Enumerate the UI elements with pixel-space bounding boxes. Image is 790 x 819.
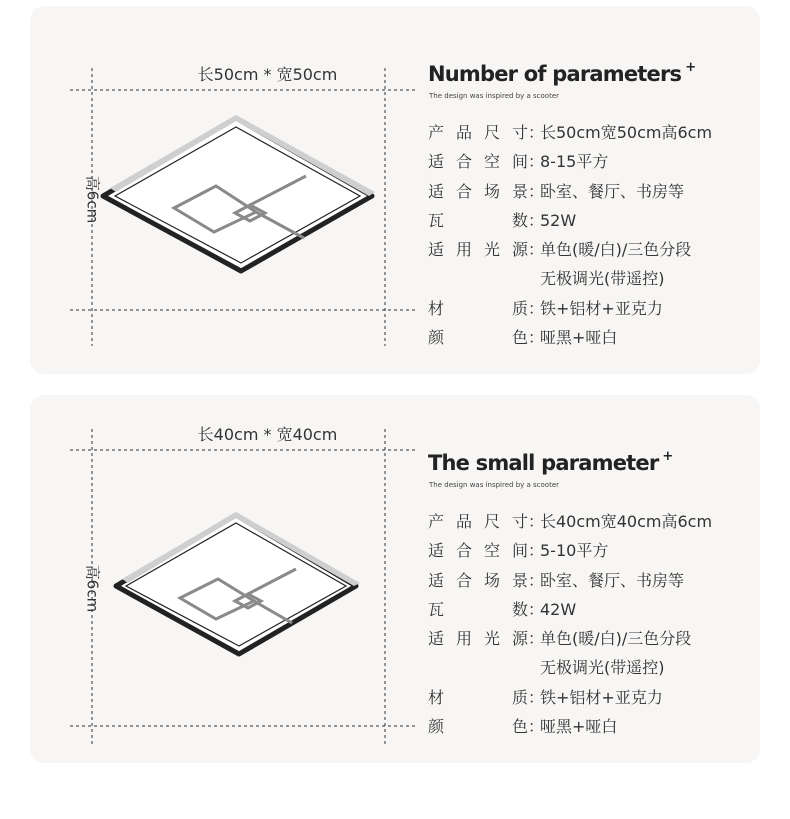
spec-list — [428, 507, 712, 741]
spec-value: 长40cm宽40cm高6cm — [540, 512, 713, 531]
spec-value: 单色(暖/白)/三色分段 — [540, 629, 692, 649]
spec-list — [428, 118, 712, 352]
spec-value: 单色(暖/白)/三色分段 — [540, 240, 692, 260]
spec-row: 颜 色 ： 哑黑+哑白 — [428, 323, 712, 352]
spec-label: 适合空间 — [428, 152, 528, 172]
spec-row: 材 质 ： 铁+铝材+亚克力 — [428, 683, 712, 712]
spec-label: 产品尺寸 — [428, 123, 528, 142]
spec-value: 哑黑+哑白 — [540, 717, 618, 737]
width-dimension-label: 长40cm * 宽40cm — [197, 425, 338, 444]
plus-mark: + — [685, 60, 696, 75]
plus-mark: + — [662, 449, 673, 464]
spec-row: 适合空间 ： 8-15平方 — [428, 147, 712, 176]
spec-row: 适用光源 ： 单色(暖/白)/三色分段 — [428, 235, 712, 264]
spec-label: 适合场景 — [428, 570, 528, 590]
spec-row: 瓦 数 ： 42W — [428, 595, 712, 624]
spec-row: 材 质 ： 铁+铝材+亚克力 — [428, 294, 712, 323]
spec-label: 瓦 数 — [428, 599, 528, 619]
spec-row: 适合场景 ： 卧室、餐厅、书房等 — [428, 177, 712, 206]
spec-label: 颜 色 — [428, 328, 528, 348]
spec-value: 5-10平方 — [540, 541, 609, 561]
spec-label — [428, 653, 528, 682]
spec-value: 42W — [540, 599, 577, 619]
section-title — [428, 451, 672, 475]
spec-row: 适合空间 ： 5-10平方 — [428, 536, 712, 565]
spec-row: 产品尺寸 ： 长40cm宽40cm高6cm — [428, 507, 712, 536]
spec-row: 适合场景 ： 卧室、餐厅、书房等 — [428, 566, 712, 595]
spec-label: 适合空间 — [428, 541, 528, 561]
spec-label: 产品尺寸 — [428, 512, 528, 531]
section-subtitle: The design was inspired by a scooter — [429, 481, 560, 489]
spec-value: 卧室、餐厅、书房等 — [540, 570, 685, 590]
spec-label: 适用光源 — [428, 629, 528, 649]
spec-value: 长50cm宽50cm高6cm — [540, 123, 713, 142]
spec-label: 颜 色 — [428, 717, 528, 737]
section-title — [428, 62, 695, 86]
spec-label: 适用光源 — [428, 240, 528, 260]
spec-row: 颜 色 ： 哑黑+哑白 — [428, 712, 712, 741]
spec-value: 52W — [540, 210, 577, 230]
height-dimension-label: 高6cm — [83, 564, 102, 613]
width-dimension-label: 长50cm * 宽50cm — [197, 65, 338, 84]
spec-value: 无极调光(带遥控) — [540, 269, 665, 289]
spec-label: 适合场景 — [428, 181, 528, 201]
spec-label: 材 质 — [428, 298, 528, 318]
spec-row: 瓦 数 ： 52W — [428, 206, 712, 235]
title-text: The small parameter — [428, 451, 659, 475]
spec-label — [428, 264, 528, 293]
spec-row: 产品尺寸 ： 长50cm宽50cm高6cm — [428, 118, 712, 147]
spec-label: 材 质 — [428, 687, 528, 707]
section-subtitle: The design was inspired by a scooter — [429, 92, 560, 100]
spec-value: 铁+铝材+亚克力 — [540, 298, 663, 318]
spec-row — [428, 653, 712, 682]
spec-row: 适用光源 ： 单色(暖/白)/三色分段 — [428, 624, 712, 653]
spec-label: 瓦 数 — [428, 210, 528, 230]
spec-value: 无极调光(带遥控) — [540, 658, 665, 678]
spec-card-large — [30, 6, 760, 374]
spec-value: 铁+铝材+亚克力 — [540, 687, 663, 707]
spec-value: 8-15平方 — [540, 152, 609, 172]
title-text: Number of parameters — [428, 62, 682, 86]
height-dimension-label: 高6cm — [83, 175, 102, 224]
spec-row — [428, 264, 712, 293]
spec-value: 卧室、餐厅、书房等 — [540, 181, 685, 201]
spec-card-small — [30, 395, 760, 763]
spec-value: 哑黑+哑白 — [540, 328, 618, 348]
